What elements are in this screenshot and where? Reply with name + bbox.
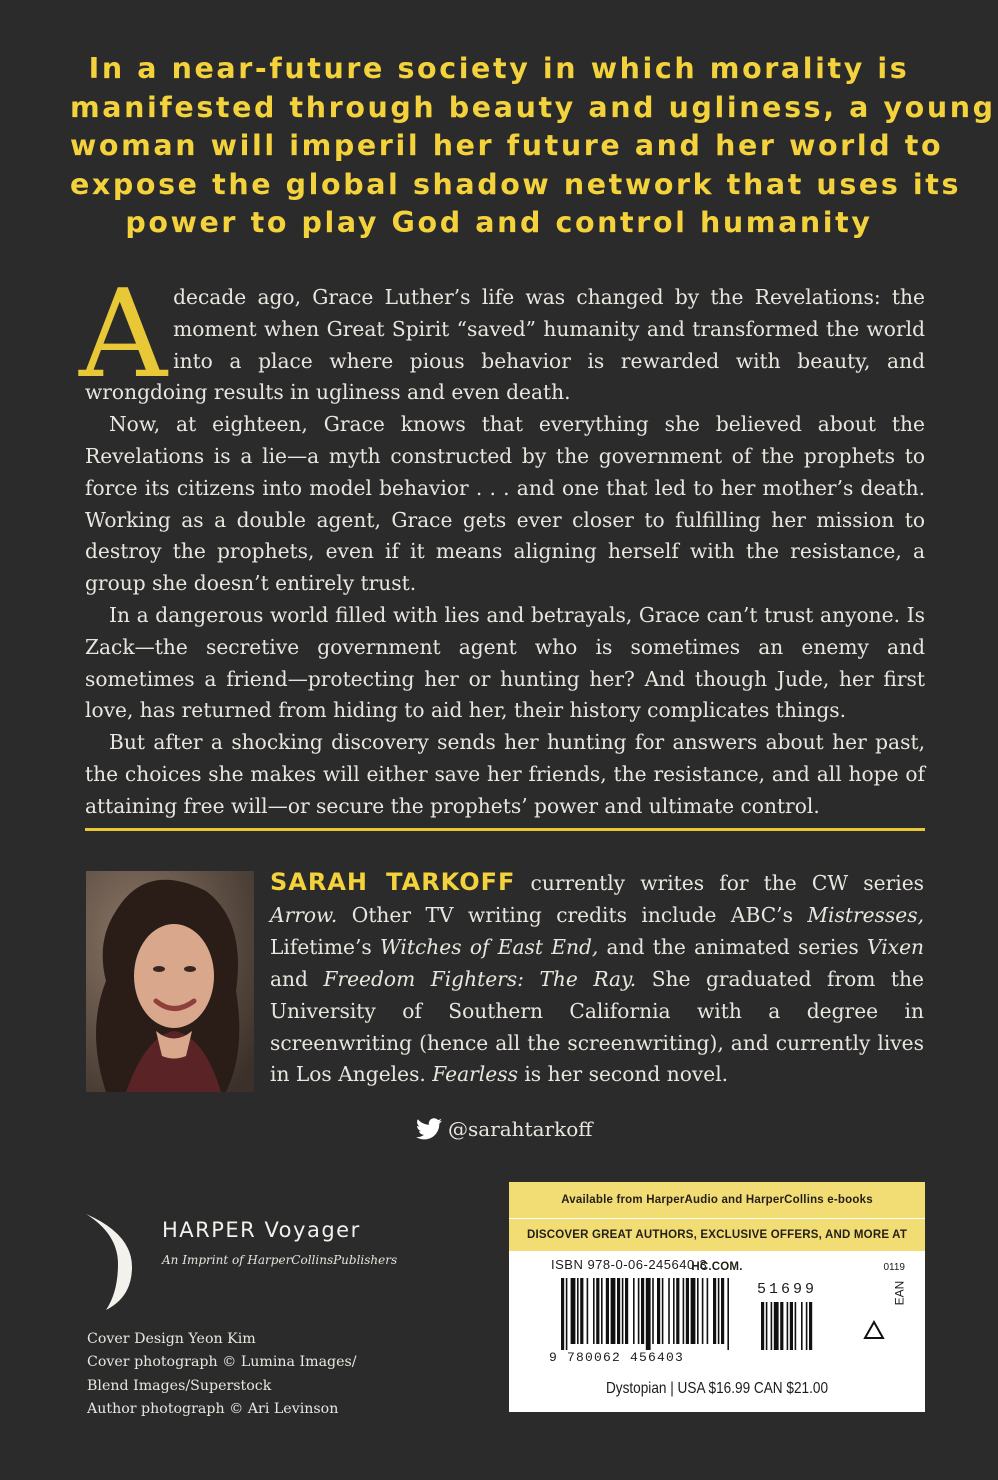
drop-cap: A [79, 263, 168, 405]
barcode-bar [638, 1278, 640, 1344]
barcode-bar [790, 1302, 793, 1350]
publisher-name: HARPER Voyager [162, 1218, 361, 1242]
barcode-bar [580, 1278, 583, 1344]
divider [85, 828, 925, 831]
barcode-bar [657, 1278, 660, 1344]
barcode-bar [809, 1302, 812, 1350]
bio-text: is her second novel. [517, 1062, 729, 1087]
genre-price-line: Dystopian | USA $16.99 CAN $21.00 [605, 1380, 829, 1397]
barcode-bar [787, 1302, 789, 1350]
barcode-bar [795, 1302, 797, 1350]
barcode-icon [561, 1278, 891, 1350]
tagline-line: manifested through beauty and ugliness, a young [70, 90, 996, 124]
barcode-bar [686, 1278, 689, 1344]
bio-title: Fearless [432, 1062, 518, 1087]
barcode-bar [587, 1278, 589, 1344]
bio-text: Other TV writing credits include ABC’s [337, 902, 808, 927]
barcode-bar [622, 1278, 624, 1344]
barcode-bar [596, 1278, 599, 1344]
barcode-bar [806, 1302, 808, 1350]
barcode-box [509, 1182, 925, 1412]
isbn-number: ISBN 978-0-06-245640-3 [551, 1257, 708, 1272]
barcode-bar [662, 1278, 664, 1344]
credit-line: Cover Design Yeon Kim [87, 1331, 256, 1347]
barcode-bar [593, 1278, 595, 1344]
barcode-bar [641, 1278, 644, 1344]
author-photo [86, 871, 254, 1092]
blurb-text: decade ago, Grace Luther’s life was changed by the Revelations: the moment when Great Spirit “saved” humanity and transformed the world into a place where pious behavior is rewarded with beauty, and wrongdoing results in ugliness and even death. [85, 285, 925, 405]
bio-text: She graduated from the University of Southern California with a degree in screenwriting (hence all the screenwriting), and currently lives in Los Angeles. [270, 966, 924, 1087]
bio-title: Vixen [867, 934, 925, 959]
barcode-bar [761, 1302, 764, 1350]
barcode-bar [571, 1278, 576, 1344]
bio-text: and the animated series [598, 934, 867, 959]
bio-title: Arrow. [270, 902, 338, 927]
bio-text: Lifetime’s [270, 934, 380, 959]
barcode-bar [702, 1278, 704, 1344]
barcode-bar [673, 1278, 675, 1344]
barcode-bar [683, 1278, 685, 1344]
barcode-bar [774, 1302, 779, 1350]
cover-credits [87, 1328, 357, 1421]
blurb-paragraph [79, 263, 925, 409]
barcode-bar [676, 1278, 679, 1344]
barcode-bar [721, 1278, 724, 1344]
barcode-bar [697, 1278, 699, 1344]
barcode-bar [713, 1278, 716, 1344]
barcode-bar [801, 1302, 803, 1350]
credit-line: Blend Images/Superstock [87, 1377, 272, 1394]
book-blurb [79, 263, 925, 823]
bio-title: Witches of East End, [379, 934, 599, 959]
print-code: 0119 [883, 1262, 905, 1273]
tagline-line: woman will imperil her future and her world to [70, 129, 944, 162]
barcode-bar [617, 1278, 620, 1344]
bio-text: currently writes for the CW series [515, 871, 924, 895]
barcode-bar [691, 1278, 696, 1344]
crescent-moon-icon [84, 1212, 144, 1312]
availability-banner: Available from HarperAudio and HarperCollins e-books [509, 1182, 925, 1218]
tagline [70, 50, 996, 243]
credit-line: Author photograph © Ari Levinson [87, 1400, 339, 1417]
barcode-bar [606, 1278, 609, 1344]
blurb-paragraph: But after a shocking discovery sends her hunting for answers about her past, the choices she makes will either save her friends, the resistance, and all hope of attaining free will—or secure the prophets’ power and ultimate control. [85, 730, 925, 818]
barcode-bar [727, 1278, 729, 1350]
barcode-bar [577, 1278, 579, 1344]
barcode-bar [646, 1278, 651, 1350]
barcode-bar [601, 1278, 603, 1344]
author-bio [270, 867, 924, 1091]
offers-banner: DISCOVER GREAT AUTHORS, EXCLUSIVE OFFERS, AND MORE AT HC.COM. [509, 1219, 925, 1251]
blurb-paragraph: Now, at eighteen, Grace knows that everything she believed about the Revelations is a lie—a myth constructed by the government of the prophets to force its citizens into model behavior . . . and one that led to her mother’s death. Working as a double agent, Grace gets ever closer to fulfilling her mission to destroy the prophets, even if it means aligning herself with the resistance, a group she doesn’t entirely trust. [85, 412, 925, 596]
barcode-bar [780, 1302, 783, 1350]
barcode-bar [668, 1278, 670, 1344]
barcode-bar [625, 1278, 628, 1344]
barcode-bar [771, 1302, 773, 1350]
credit-line: Cover photograph © Lumina Images/ [87, 1354, 357, 1371]
barcode-bar [652, 1278, 654, 1344]
ean-label: EAN [892, 1280, 907, 1306]
publisher-imprint: An Imprint of HarperCollinsPublishers [162, 1253, 398, 1267]
author-name: SARAH TARKOFF [270, 868, 516, 896]
author-portrait-icon [86, 871, 254, 1092]
barcode-bar [633, 1278, 635, 1344]
barcode-bar [707, 1278, 709, 1344]
twitter-bird-icon [416, 1118, 442, 1140]
price-code: 51699 [757, 1281, 818, 1298]
twitter-handle[interactable] [416, 1117, 592, 1141]
barcode-bar [718, 1278, 720, 1344]
twitter-handle-text: @sarahtarkoff [448, 1117, 593, 1141]
barcode-bar [561, 1278, 564, 1350]
ean-digits: 9 780062 456403 [549, 1350, 685, 1365]
blurb-paragraph: In a dangerous world filled with lies and betrayals, Grace can’t trust anyone. Is Zack—the secretive government agent who is sometimes an enemy and sometimes a friend—protecting her or hunting her? And though Jude, her first love, has returned from hiding to aid her, their history complicates things. [85, 602, 925, 723]
tagline-line: power to play God and control humanity [125, 206, 873, 239]
barcode-bar [566, 1278, 568, 1350]
barcode-bar [611, 1278, 616, 1344]
tagline-line: expose the global shadow network that uses its [70, 167, 962, 201]
bio-text: and [270, 966, 324, 991]
bio-title: Freedom Fighters: The Ray. [323, 966, 637, 991]
bio-title: Mistresses, [807, 902, 924, 927]
barcode-bar [766, 1302, 768, 1350]
tagline-line: In a near-future society in which morality is [88, 52, 910, 85]
